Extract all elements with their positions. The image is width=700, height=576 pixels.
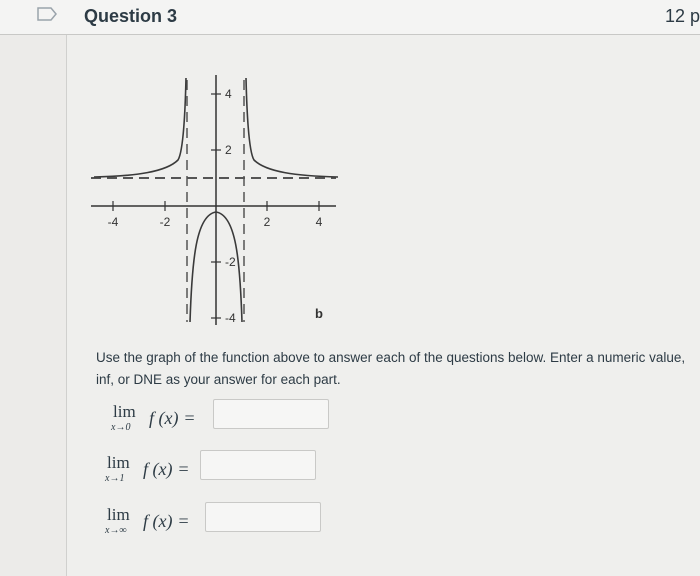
question-title: Question 3: [84, 6, 178, 26]
equals-sign: =: [184, 407, 195, 428]
lim-subscript: x→0: [111, 422, 131, 433]
limit-answer-input-3[interactable]: [205, 502, 321, 532]
question-points: 12 p: [664, 6, 700, 26]
y-tick-label: -2: [225, 255, 236, 269]
limit-row: [105, 503, 189, 539]
curve-left-branch: [94, 78, 186, 177]
x-tick-label: 2: [263, 215, 271, 229]
function-graph: [86, 60, 346, 335]
x-tick-label: 4: [315, 215, 323, 229]
x-tick-label: -2: [159, 215, 171, 229]
function-expression: f (x): [143, 458, 173, 479]
limit-answer-input-1[interactable]: [213, 399, 329, 429]
curve-right-branch: [246, 78, 338, 177]
lim-operator: lim x→∞: [105, 505, 130, 536]
question-header: [0, 0, 700, 35]
lim-subscript: x→∞: [105, 525, 127, 536]
y-tick-label: 4: [225, 87, 232, 101]
y-tick-label: 2: [225, 143, 232, 157]
flag-icon[interactable]: [36, 6, 58, 22]
instructions-text: Use the graph of the function above to answer each of the questions below. Enter a numeric value, inf, or DNE as your answer for each part.: [96, 350, 686, 387]
y-tick-label: -4: [225, 311, 236, 325]
lim-subscript: x→1: [105, 473, 125, 484]
equals-sign: =: [178, 458, 189, 479]
limit-row: [111, 400, 195, 436]
graph-corner-label: b: [315, 306, 323, 321]
limit-answer-input-2[interactable]: [200, 450, 316, 480]
x-tick-label: -4: [107, 215, 119, 229]
lim-operator: lim x→0: [111, 402, 136, 433]
function-expression: f (x): [149, 407, 179, 428]
function-expression: f (x): [143, 510, 173, 531]
limit-row: [105, 451, 189, 487]
equals-sign: =: [178, 510, 189, 531]
lim-operator: lim x→1: [105, 453, 130, 484]
